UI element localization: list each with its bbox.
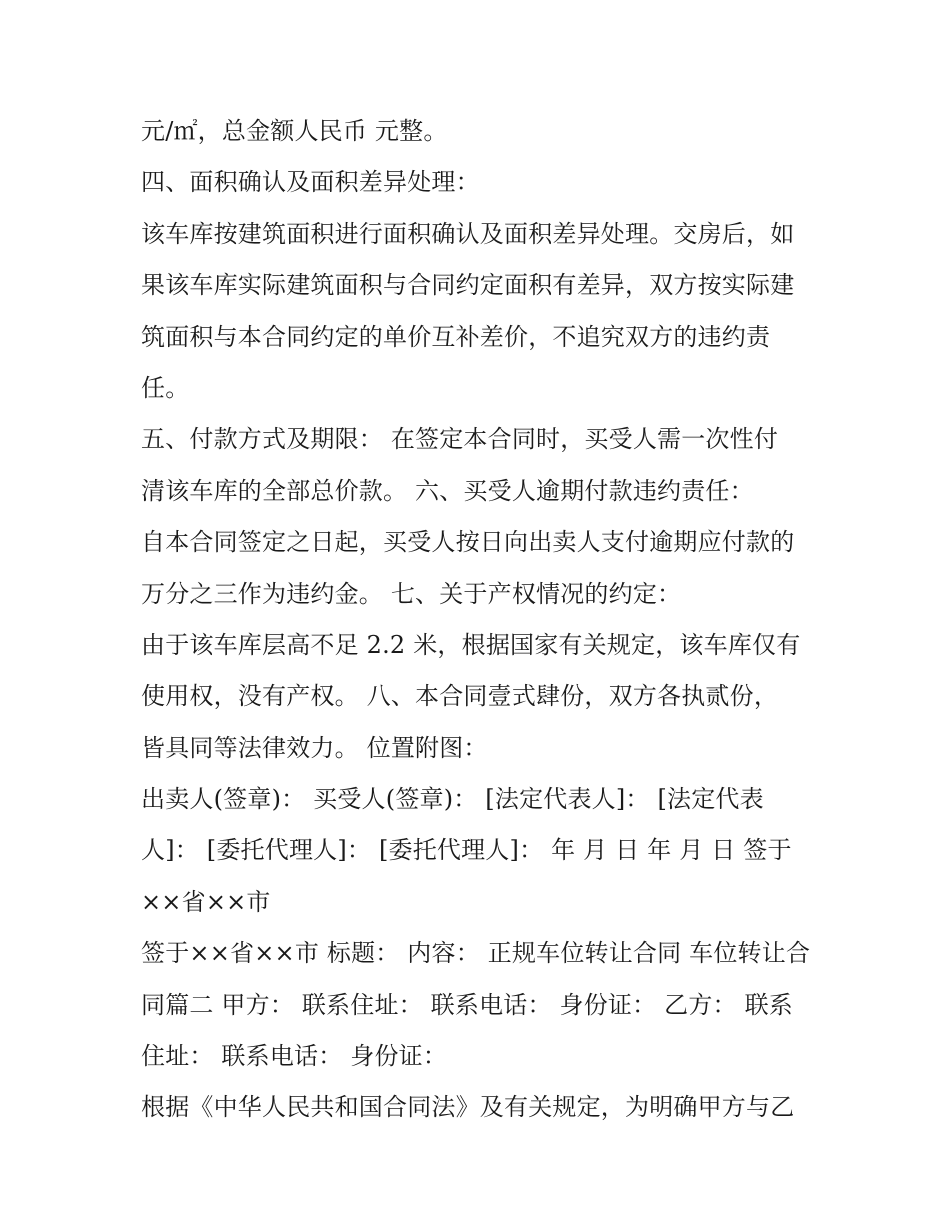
text-line: 果该车库实际建筑面积与合同约定面积有差异，双方按实际建 [141, 271, 795, 300]
text-line: 住址： 联系电话： 身份证： [141, 1042, 448, 1071]
section-heading-area: 四、面积确认及面积差异处理： [141, 168, 480, 197]
text-line: 根据《中华人民共和国合同法》及有关规定，为明确甲方与乙 [141, 1093, 795, 1122]
text-line: 自本合同签定之日起，买受人按日向出卖人支付逾期应付款的 [141, 528, 795, 557]
text-line: 清该车库的全部总价款。 六、买受人逾期付款违约责任： [141, 476, 754, 505]
text-line: 万分之三作为违约金。 七、关于产权情况的约定： [141, 579, 682, 608]
text-line: 元/㎡，总金额人民币 元整。 [141, 117, 448, 145]
text-line: 同篇二 甲方： 联系住址： 联系电话： 身份证： 乙方： 联系 [141, 990, 793, 1019]
text-line: 由于该车库层高不足 2.2 米，根据国家有关规定，该车库仅有 [141, 630, 801, 659]
text-line: 该车库按建筑面积进行面积确认及面积差异处理。交房后，如 [141, 219, 795, 248]
text-line: 筑面积与本合同约定的单价互补差价，不追究双方的违约责 [141, 322, 771, 351]
document-body [141, 106, 821, 1134]
signature-line: 出卖人(签章)： 买受人(签章)： [法定代表人]： [法定代表 [141, 785, 764, 814]
text-line: 使用权，没有产权。 八、本合同壹式肆份，双方各执贰份， [141, 682, 779, 711]
text-line: 皆具同等法律效力。 位置附图： [141, 733, 488, 762]
text-line: 任。 [141, 373, 190, 402]
text-line: 签于××省××市 标题： 内容： 正规车位转让合同 车位转让合 [141, 939, 811, 968]
signature-location: ××省××市 [141, 887, 271, 916]
text-line: 五、付款方式及期限： 在签定本合同时，买受人需一次性付 [141, 425, 779, 454]
signature-line: 人]： [委托代理人]： [委托代理人]： 年 月 日 年 月 日 签于 [141, 836, 792, 865]
